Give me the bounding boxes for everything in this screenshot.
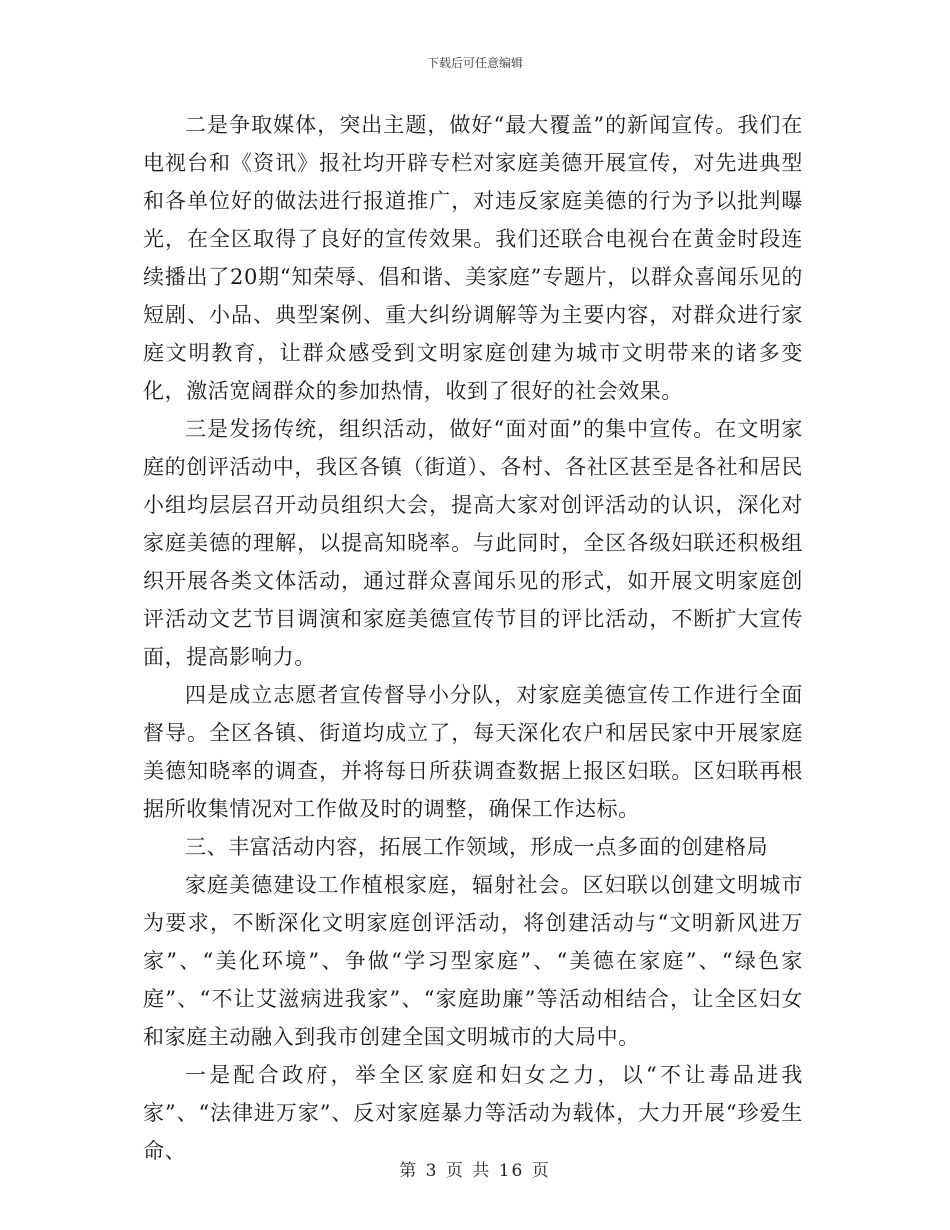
paragraph-cooperate-government: 一是配合政府，举全区家庭和妇女之力，以“不让毒品进我家”、“法律进万家”、反对家庭暴力等活动为载体，大力开展“珍爱生命、 [143, 1063, 803, 1163]
page-header: 下载后可任意编辑 [426, 56, 523, 70]
section-heading-enrich-activities: 三、丰富活动内容，拓展工作领域，形成一点多面的创建格局 [185, 835, 769, 859]
paragraph-family-virtue-building: 家庭美德建设工作植根家庭，辐射社会。区妇联以创建文明城市为要求，不断深化文明家庭创评活动，将创建活动与“文明新风进万家”、“美化环境”、争做“学习型家庭”、“美德在家庭”、“绿色家庭”、“不让艾滋病进我家”、“家庭助廉”等活动相结合，让全区妇女和家庭主动融入到我市创建全国文明城市的大局中。 [143, 873, 803, 1049]
document-body [143, 106, 803, 1170]
paragraph-face-to-face-publicity: 三是发扬传统，组织活动，做好“面对面”的集中宣传。在文明家庭的创评活动中，我区各镇（街道）、各村、各社区甚至是各社和居民小组均层层召开动员组织大会，提高大家对创评活动的认识，深化对家庭美德的理解，以提高知晓率。与此同时，全区各级妇联还积极组织开展各类文体活动，通过群众喜闻乐见的形式，如开展文明家庭创评活动文艺节目调演和家庭美德宣传节目的评比活动，不断扩大宣传面，提高影响力。 [143, 417, 803, 669]
page-footer: 第 3 页 共 16 页 [399, 1161, 551, 1181]
paragraph-volunteer-team: 四是成立志愿者宣传督导小分队，对家庭美德宣传工作进行全面督导。全区各镇、街道均成立了，每天深化农户和居民家中开展家庭美德知晓率的调查，并将每日所获调查数据上报区妇联。区妇联再根据所收集情况对工作做及时的调整，确保工作达标。 [143, 683, 803, 821]
paragraph-media-publicity: 二是争取媒体，突出主题，做好“最大覆盖”的新闻宣传。我们在电视台和《资讯》报社均开辟专栏对家庭美德开展宣传，对先进典型和各单位好的做法进行报道推广，对违反家庭美德的行为予以批判曝光，在全区取得了良好的宣传效果。我们还联合电视台在黄金时段连续播出了20期“知荣辱、倡和谐、美家庭”专题片，以群众喜闻乐见的短剧、小品、典型案例、重大纠纷调解等为主要内容，对群众进行家庭文明教育，让群众感受到文明家庭创建为城市文明带来的诸多变化，激活宽阔群众的参加热情，收到了很好的社会效果。 [143, 113, 803, 403]
